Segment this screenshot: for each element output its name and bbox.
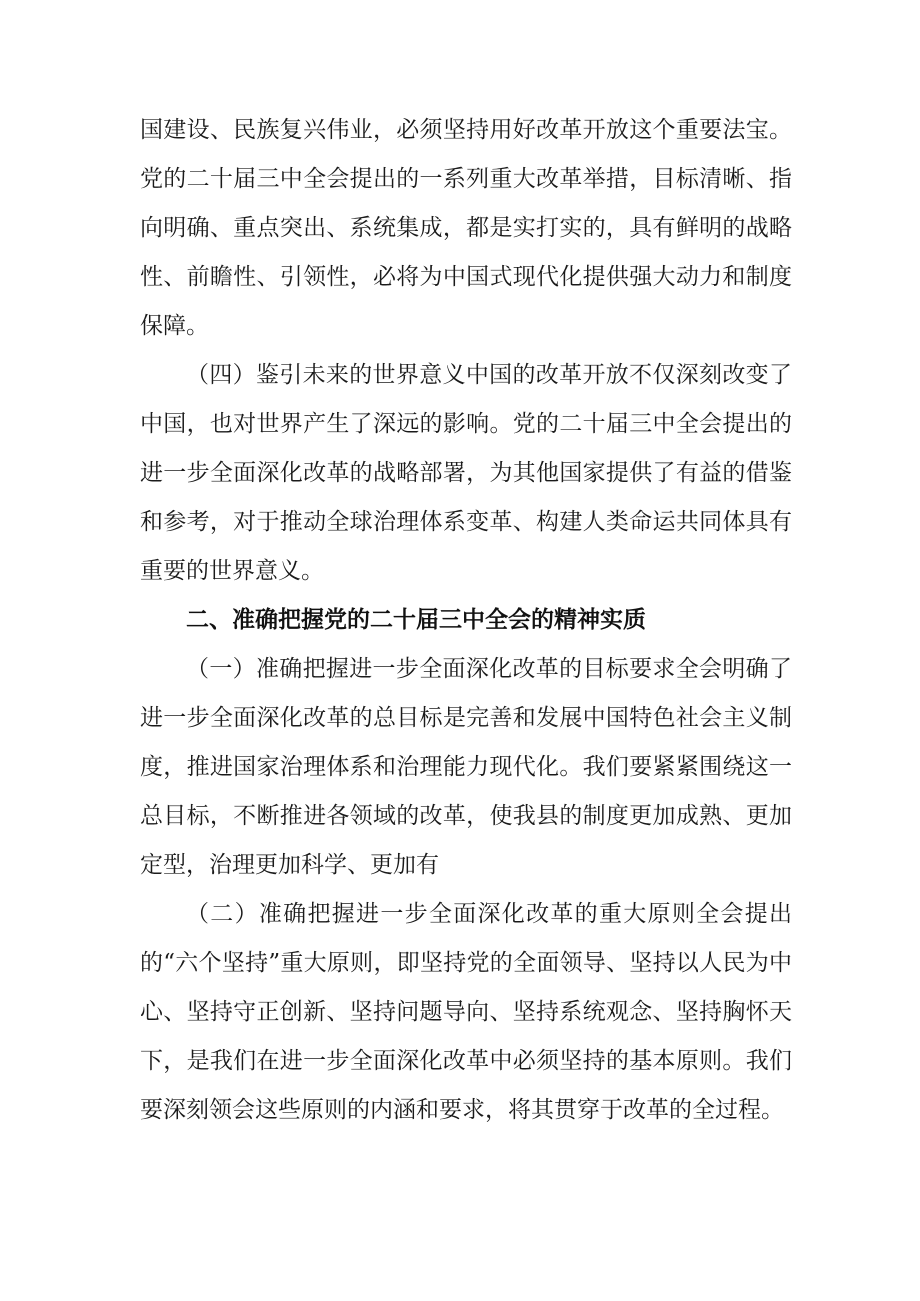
section-heading-two: 二、准确把握党的二十届三中全会的精神实质: [186, 607, 646, 633]
paragraph-subsection-two: （二）准确把握进一步全面深化改革的重大原则全会提出的“六个坚持”重大原则，即坚持党的全面领导、坚持以人民为中心、坚持守正创新、坚持问题导向、坚持系统观念、坚持胸怀天下，是我们在进一步全面深化改革中必须坚持的基本原则。我们要深刻领会这些原则的内涵和要求，将其贯穿于改革的全过程。: [140, 901, 792, 1123]
paragraph-subsection-one: （一）准确把握进一步全面深化改革的目标要求全会明确了进一步全面深化改革的总目标是完善和发展中国特色社会主义制度，推进国家治理体系和治理能力现代化。我们要紧紧围绕这一总目标，不断推进各领域的改革，使我县的制度更加成熟、更加定型，治理更加科学、更加有: [140, 656, 792, 878]
paragraph-section-four: （四）鉴引未来的世界意义中国的改革开放不仅深刻改变了中国，也对世界产生了深远的影响。党的二十届三中全会提出的进一步全面深化改革的战略部署，为其他国家提供了有益的借鉴和参考，对于推动全球治理体系变革、构建人类命运共同体具有重要的世界意义。: [140, 362, 792, 584]
document-body: [140, 106, 792, 1135]
paragraph-continuation: 国建设、民族复兴伟业，必须坚持用好改革开放这个重要法宝。党的二十届三中全会提出的一系列重大改革举措，目标清晰、指向明确、重点突出、系统集成，都是实打实的，具有鲜明的战略性、前瞻性、引领性，必将为中国式现代化提供强大动力和制度保障。: [140, 117, 792, 339]
